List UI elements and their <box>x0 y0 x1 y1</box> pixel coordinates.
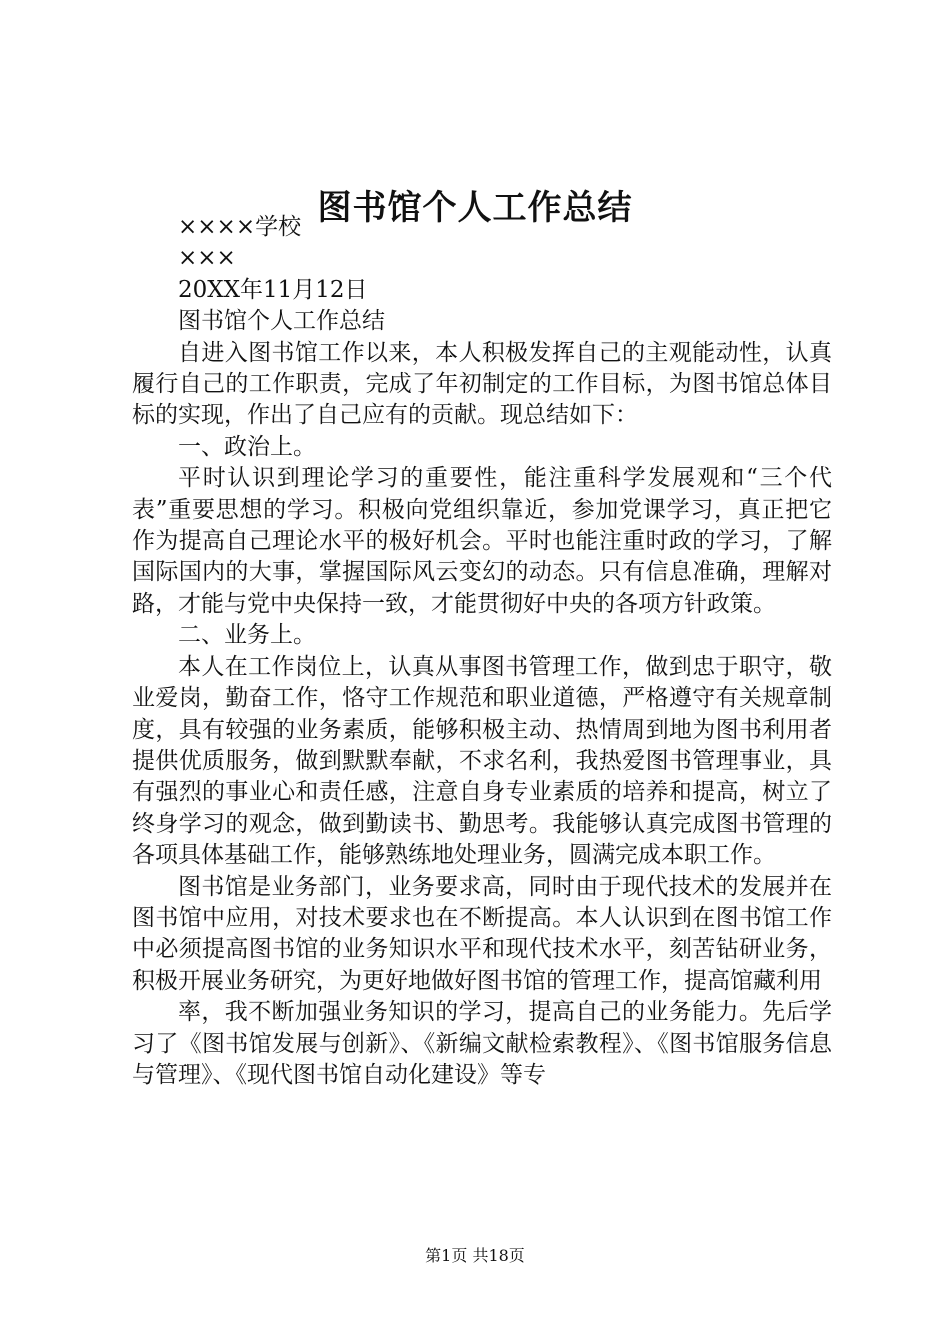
paragraph: 平时认识到理论学习的重要性，能注重科学发展观和“三个代表”重要思想的学习。积极向党组织靠近，参加党课学习，真正把它作为提高自己理论水平的极好机会。平时也能注重时政的学习，了解国际国内的大事，掌握国际风云变幻的动态。只有信息准确，理解对路，才能与党中央保持一致，才能贯彻好中央的各项方针政策。 <box>132 465 832 617</box>
subtitle-line: 图书馆个人工作总结 <box>178 308 385 335</box>
page-footer: 第1页 共18页 <box>425 1246 525 1265</box>
school-line: ××××学校 <box>178 214 302 240</box>
paragraph: 本人在工作岗位上，认真从事图书管理工作，做到忠于职守，敬业爱岗，勤奋工作，恪守工作规范和职业道德，严格遵守有关规章制度，具有较强的业务素质，能够积极主动、热情周到地为图书利用者提供优质服务，做到默默奉献，不求名利，我热爱图书管理事业，具有强烈的事业心和责任感，注意自身专业素质的培养和提高，树立了终身学习的观念，做到勤读书、勤思考。我能够认真完成图书管理的各项具体基础工作，能够熟练地处理业务，圆满完成本职工作。 <box>132 653 832 869</box>
author-line: ××× <box>178 245 236 272</box>
document-body <box>132 212 832 1091</box>
paragraph: 图书馆是业务部门，业务要求高，同时由于现代技术的发展并在图书馆中应用，对技术要求也在不断提高。本人认识到在图书馆工作中必须提高图书馆的业务知识水平和现代技术水平，刻苦钻研业务，积极开展业务研究，为更好地做好图书馆的管理工作，提高馆藏利用 <box>132 873 832 994</box>
section-heading: 一、政治上。 <box>178 433 316 460</box>
section-heading: 二、业务上。 <box>178 622 316 649</box>
date-line: 20XX年11月12日 <box>178 276 368 303</box>
paragraph: 率，我不断加强业务知识的学习，提高自己的业务能力。先后学习了《图书馆发展与创新》、《新编文献检索教程》、《图书馆服务信息与管理》、《现代图书馆自动化建设》等专 <box>132 999 832 1088</box>
document-title: 图书馆个人工作总结 <box>317 188 633 228</box>
paragraph: 自进入图书馆工作以来，本人积极发挥自己的主观能动性，认真履行自己的工作职责，完成了年初制定的工作目标，为图书馆总体目标的实现，作出了自己应有的贡献。现总结如下： <box>132 339 832 429</box>
